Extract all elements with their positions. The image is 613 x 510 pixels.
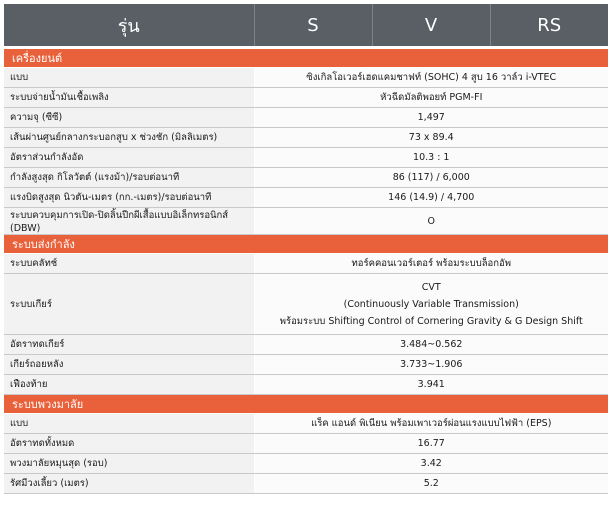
- spec-label: พวงมาลัยหมุนสุด (รอบ): [4, 454, 254, 474]
- section-engine: [4, 48, 608, 68]
- spec-row: [4, 128, 608, 148]
- spec-row: [4, 148, 608, 168]
- spec-label: เกียร์ถอยหลัง: [4, 355, 254, 375]
- spec-value: 3.42: [254, 454, 608, 474]
- variant-rs: RS: [490, 4, 608, 48]
- spec-value: 16.77: [254, 434, 608, 454]
- spec-row: [4, 188, 608, 208]
- section-drivetrain: [4, 235, 608, 254]
- spec-value: ทอร์คคอนเวอร์เตอร์ พร้อมระบบล็อกอัพ: [254, 254, 608, 274]
- spec-label: เฟืองท้าย: [4, 375, 254, 395]
- spec-row: [4, 454, 608, 474]
- gear-line: CVT: [421, 281, 441, 293]
- spec-row-gear: [4, 274, 608, 335]
- spec-label: แบบ: [4, 68, 254, 88]
- spec-value: 3.941: [254, 375, 608, 395]
- spec-row: [4, 208, 608, 235]
- spec-label: ระบบคลัทช์: [4, 254, 254, 274]
- variant-s: S: [254, 4, 372, 48]
- spec-table: [4, 4, 608, 494]
- spec-value: 86 (117) / 6,000: [254, 168, 608, 188]
- section-steering: [4, 395, 608, 414]
- spec-value: 73 x 89.4: [254, 128, 608, 148]
- spec-row: [4, 414, 608, 434]
- spec-row: [4, 434, 608, 454]
- spec-value: 3.484~0.562: [254, 335, 608, 355]
- spec-value: ซิงเกิลโอเวอร์เฮดแคมชาฟท์ (SOHC) 4 สูบ 16 วาล์ว i-VTEC: [254, 68, 608, 88]
- spec-label: อัตราทดทั้งหมด: [4, 434, 254, 454]
- model-label: รุ่น: [4, 4, 254, 48]
- spec-label: ระบบเกียร์: [4, 274, 254, 335]
- spec-label: กำลังสูงสุด กิโลวัตต์ (แรงม้า)/รอบต่อนาที: [4, 168, 254, 188]
- spec-row: [4, 335, 608, 355]
- spec-row: [4, 254, 608, 274]
- spec-label: แรงบิดสูงสุด นิวตัน-เมตร (กก.-เมตร)/รอบต่อนาที: [4, 188, 254, 208]
- spec-label: ระบบจ่ายน้ำมันเชื้อเพลิง: [4, 88, 254, 108]
- spec-value: แร็ค แอนด์ พิเนียน พร้อมเพาเวอร์ผ่อนแรงแบบไฟฟ้า (EPS): [254, 414, 608, 434]
- spec-value: 1,497: [254, 108, 608, 128]
- gear-value: [254, 274, 608, 335]
- variant-v: V: [372, 4, 490, 48]
- spec-value: 5.2: [254, 474, 608, 494]
- spec-row: [4, 375, 608, 395]
- spec-row: [4, 168, 608, 188]
- spec-label: อัตราส่วนกำลังอัด: [4, 148, 254, 168]
- spec-value: 3.733~1.906: [254, 355, 608, 375]
- spec-row: [4, 474, 608, 494]
- spec-row: [4, 108, 608, 128]
- spec-label: แบบ: [4, 414, 254, 434]
- spec-table-container: [4, 4, 608, 494]
- spec-value: 146 (14.9) / 4,700: [254, 188, 608, 208]
- spec-label: อัตราทดเกียร์: [4, 335, 254, 355]
- spec-label: เส้นผ่านศูนย์กลางกระบอกสูบ x ช่วงชัก (มิลลิเมตร): [4, 128, 254, 148]
- spec-row: [4, 355, 608, 375]
- gear-line: (Continuously Variable Transmission): [343, 298, 519, 310]
- header-row: [4, 4, 608, 48]
- standard-mark: O: [254, 208, 608, 235]
- section-title: ระบบส่งกำลัง: [4, 235, 608, 254]
- spec-label: ความจุ (ซีซี): [4, 108, 254, 128]
- section-title: ระบบพวงมาลัย: [4, 395, 608, 414]
- spec-value: หัวฉีดมัลติพอยท์ PGM-FI: [254, 88, 608, 108]
- spec-label: รัศมีวงเลี้ยว (เมตร): [4, 474, 254, 494]
- spec-value: 10.3 : 1: [254, 148, 608, 168]
- spec-row: [4, 88, 608, 108]
- spec-row: [4, 68, 608, 88]
- section-title: เครื่องยนต์: [4, 48, 608, 68]
- spec-label: ระบบควบคุมการเปิด-ปิดลิ้นปีกผีเสื้อแบบอิเล็กทรอนิกส์ (DBW): [4, 208, 254, 235]
- gear-line: พร้อมระบบ Shifting Control of Cornering Gravity & G Design Shift: [279, 315, 583, 327]
